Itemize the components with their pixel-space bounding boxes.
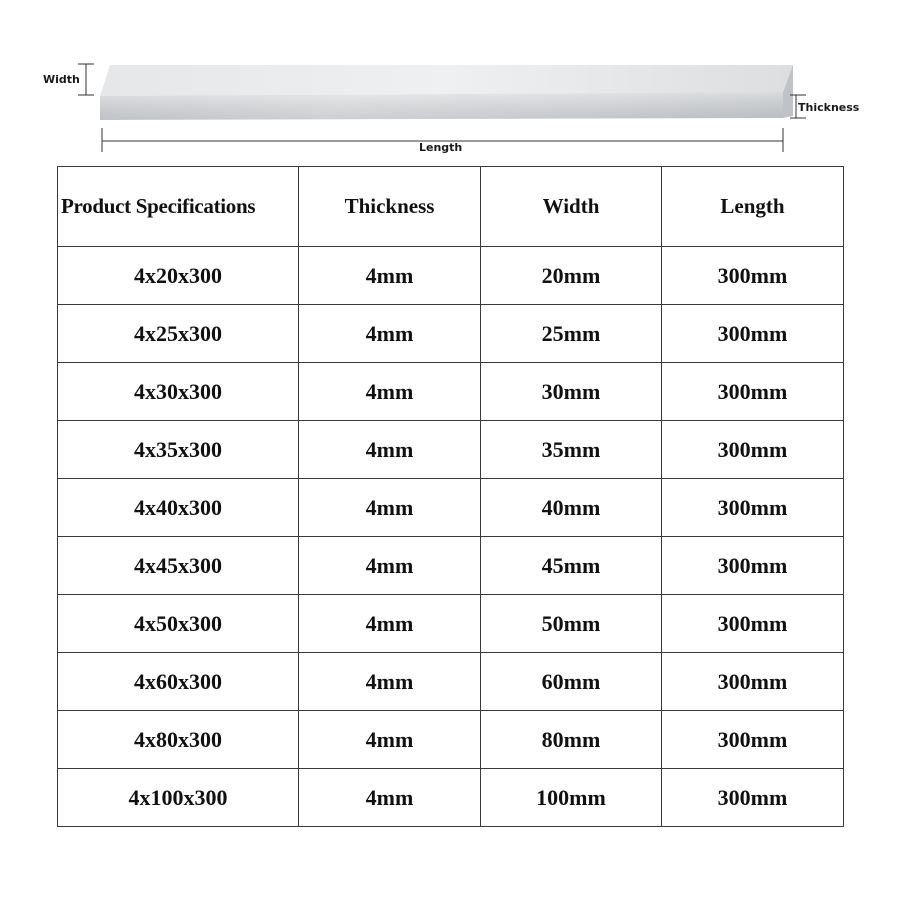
spec-cell: 4x80x300 [58,711,299,769]
header-length: Length [662,167,844,247]
table-row [58,305,844,363]
header-product-specifications: Product Specifications [58,167,299,247]
spec-cell: 4x60x300 [58,653,299,711]
metal-bar-illustration [0,0,900,160]
spec-cell: 4x25x300 [58,305,299,363]
table-header-row [58,167,844,247]
thickness-cell: 4mm [299,537,481,595]
spec-cell: 4x40x300 [58,479,299,537]
table-row [58,247,844,305]
thickness-cell: 4mm [299,653,481,711]
thickness-cell: 4mm [299,247,481,305]
length-cell: 300mm [662,537,844,595]
table-row [58,421,844,479]
table-row [58,595,844,653]
spec-cell: 4x45x300 [58,537,299,595]
spec-cell: 4x35x300 [58,421,299,479]
table-row [58,711,844,769]
thickness-label: Thickness [798,101,860,114]
thickness-cell: 4mm [299,769,481,827]
thickness-cell: 4mm [299,421,481,479]
product-specifications-table [57,166,844,827]
width-cell: 30mm [481,363,662,421]
width-cell: 100mm [481,769,662,827]
table-row [58,537,844,595]
width-cell: 25mm [481,305,662,363]
spec-cell: 4x50x300 [58,595,299,653]
width-cell: 20mm [481,247,662,305]
width-cell: 45mm [481,537,662,595]
spec-cell: 4x20x300 [58,247,299,305]
length-cell: 300mm [662,711,844,769]
spec-cell: 4x30x300 [58,363,299,421]
header-width: Width [481,167,662,247]
width-cell: 80mm [481,711,662,769]
thickness-cell: 4mm [299,363,481,421]
thickness-cell: 4mm [299,305,481,363]
width-cell: 40mm [481,479,662,537]
thickness-cell: 4mm [299,711,481,769]
width-cell: 50mm [481,595,662,653]
length-cell: 300mm [662,653,844,711]
thickness-cell: 4mm [299,595,481,653]
product-dimension-diagram [0,0,900,160]
table-row [58,363,844,421]
length-label: Length [419,141,463,154]
length-cell: 300mm [662,595,844,653]
width-dimension-marker [78,64,94,95]
table-row [58,479,844,537]
width-label: Width [43,73,80,86]
thickness-cell: 4mm [299,479,481,537]
length-cell: 300mm [662,479,844,537]
width-cell: 60mm [481,653,662,711]
length-cell: 300mm [662,247,844,305]
length-cell: 300mm [662,769,844,827]
table-row [58,653,844,711]
table-row [58,769,844,827]
width-cell: 35mm [481,421,662,479]
header-thickness: Thickness [299,167,481,247]
length-cell: 300mm [662,305,844,363]
bar-top-face [100,65,793,96]
spec-cell: 4x100x300 [58,769,299,827]
length-cell: 300mm [662,421,844,479]
length-cell: 300mm [662,363,844,421]
